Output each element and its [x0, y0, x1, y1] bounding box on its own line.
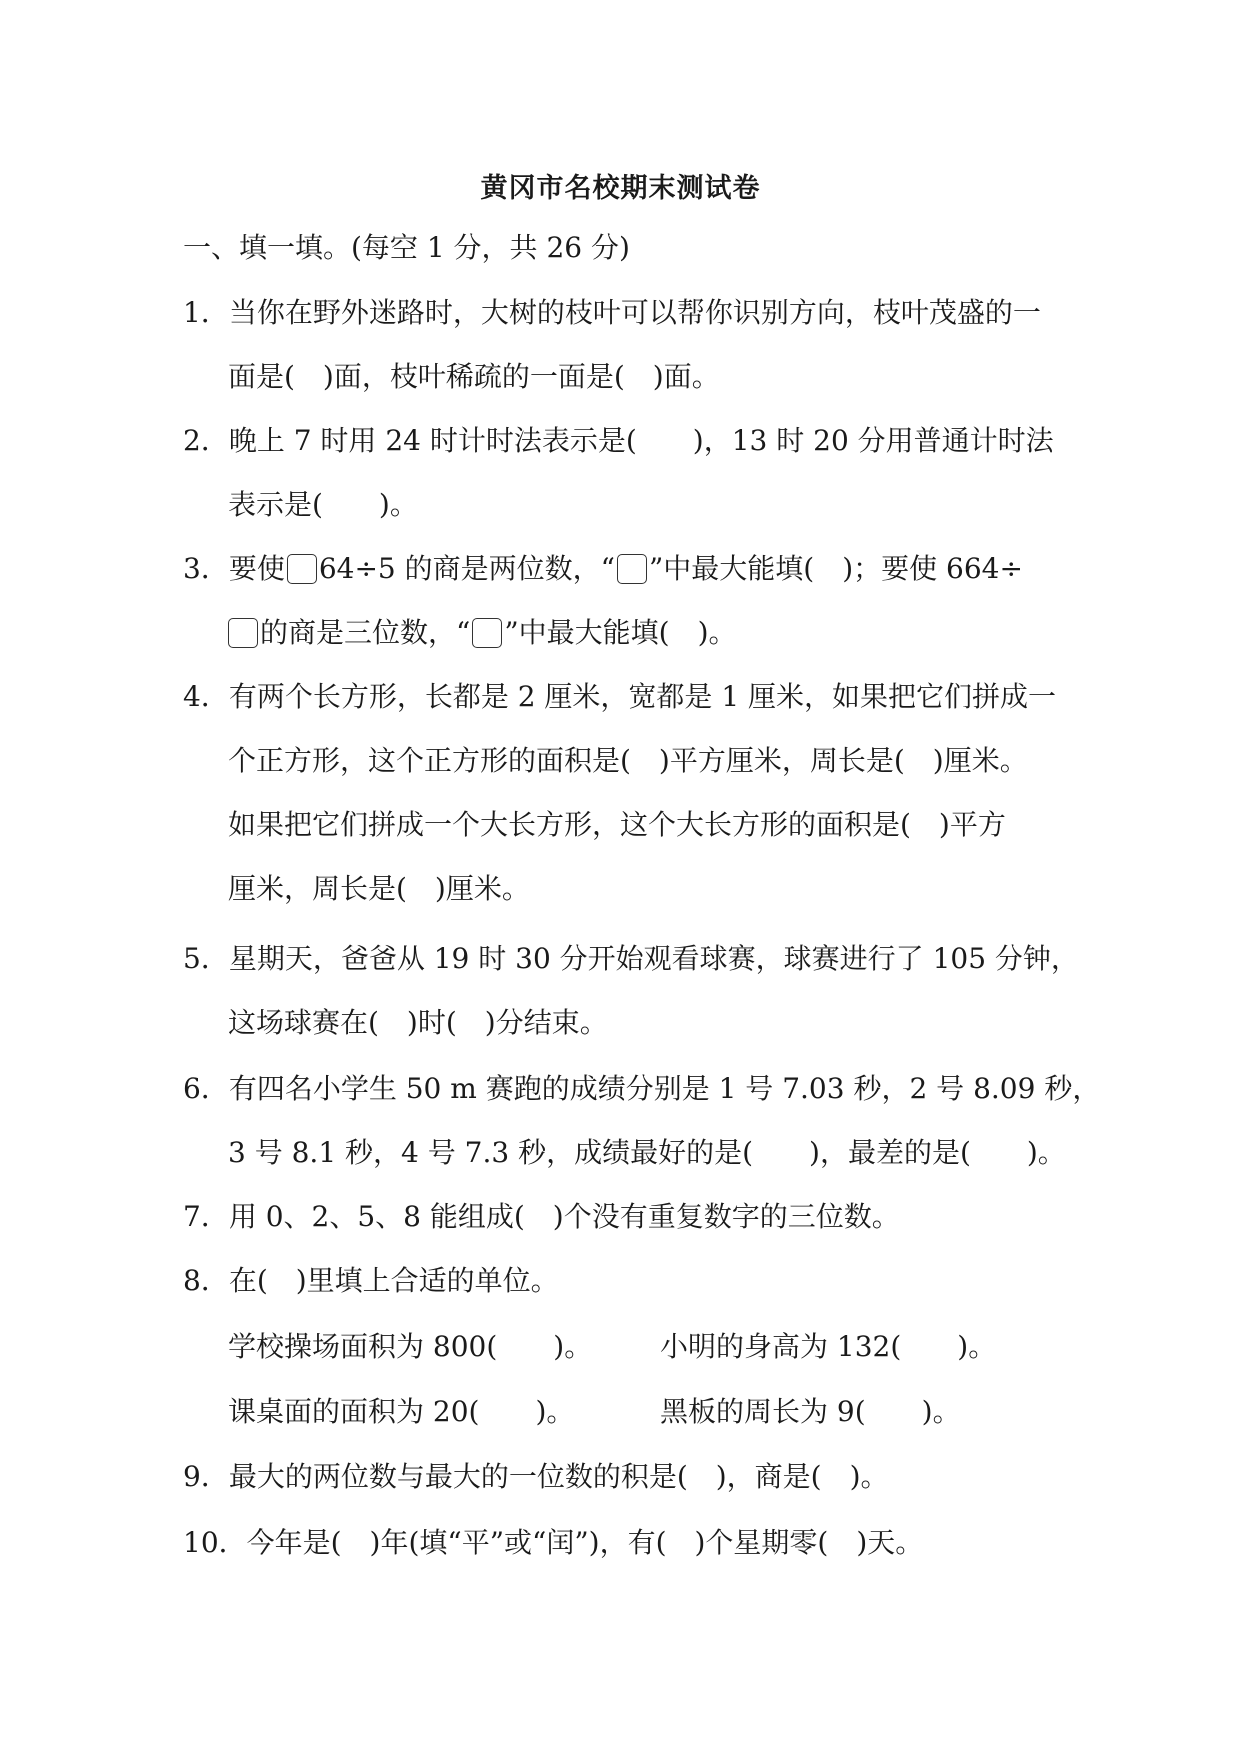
question-5-line-1: 5．星期天，爸爸从 19 时 30 分开始观看球赛，球赛进行了 105 分钟， — [183, 942, 1079, 975]
question-1-line-1: 1．当你在野外迷路时，大树的枝叶可以帮你识别方向，枝叶茂盛的一 — [183, 296, 1041, 329]
question-1-line-2: 面是( )面，枝叶稀疏的一面是( )面。 — [228, 360, 720, 393]
blank-box-icon — [228, 618, 258, 648]
question-5-line-2: 这场球赛在( )时( )分结束。 — [228, 1006, 608, 1039]
question-8-item-c: 课桌面的面积为 20( )。 — [228, 1395, 575, 1428]
question-2-line-1: 2．晚上 7 时用 24 时计时法表示是( )，13 时 20 分用普通计时法 — [183, 424, 1054, 457]
question-6-line-2: 3 号 8.1 秒，4 号 7.3 秒，成绩最好的是( )，最差的是( )。 — [228, 1136, 1066, 1169]
question-8-item-b: 小明的身高为 132( )。 — [660, 1330, 997, 1363]
question-8-line-1: 8．在( )里填上合适的单位。 — [183, 1264, 559, 1297]
section-heading: 一、填一填。(每空 1 分，共 26 分) — [183, 231, 630, 264]
question-3-text-b: 64÷5 的商是两位数，“ — [318, 552, 615, 585]
question-4-line-1: 4．有两个长方形，长都是 2 厘米，宽都是 1 厘米，如果把它们拼成一 — [183, 680, 1057, 713]
question-2-line-2: 表示是( )。 — [228, 488, 418, 521]
question-8-item-a: 学校操场面积为 800( )。 — [228, 1330, 593, 1363]
question-3-line-1 — [183, 552, 1023, 586]
page-title: 黄冈市名校期末测试卷 — [480, 173, 761, 204]
blank-box-icon — [472, 618, 502, 648]
question-8-item-d: 黑板的周长为 9( )。 — [660, 1395, 961, 1428]
blank-box-icon — [287, 554, 317, 584]
question-3-text-d: 的商是三位数，“ — [260, 616, 471, 649]
question-3-line-2 — [228, 616, 737, 650]
question-4-line-2: 个正方形，这个正方形的面积是( )平方厘米，周长是( )厘米。 — [228, 744, 1028, 777]
question-9-line-1: 9．最大的两位数与最大的一位数的积是( )，商是( )。 — [183, 1460, 889, 1493]
question-10-line-1: 10．今年是( )年(填“平”或“闰”)，有( )个星期零( )天。 — [183, 1526, 924, 1559]
question-4-line-3: 如果把它们拼成一个大长方形，这个大长方形的面积是( )平方 — [228, 808, 1006, 841]
blank-box-icon — [617, 554, 647, 584]
question-7-line-1: 7．用 0、2、5、8 能组成( )个没有重复数字的三位数。 — [183, 1200, 900, 1233]
question-6-line-1: 6．有四名小学生 50 m 赛跑的成绩分别是 1 号 7.03 秒，2 号 8.09 秒， — [183, 1072, 1101, 1105]
question-3-text-c: ”中最大能填( )；要使 664÷ — [648, 552, 1023, 585]
question-4-line-4: 厘米，周长是( )厘米。 — [228, 872, 530, 905]
question-3-text-e: ”中最大能填( )。 — [504, 616, 737, 649]
question-3-text-a: 3．要使 — [183, 552, 285, 585]
